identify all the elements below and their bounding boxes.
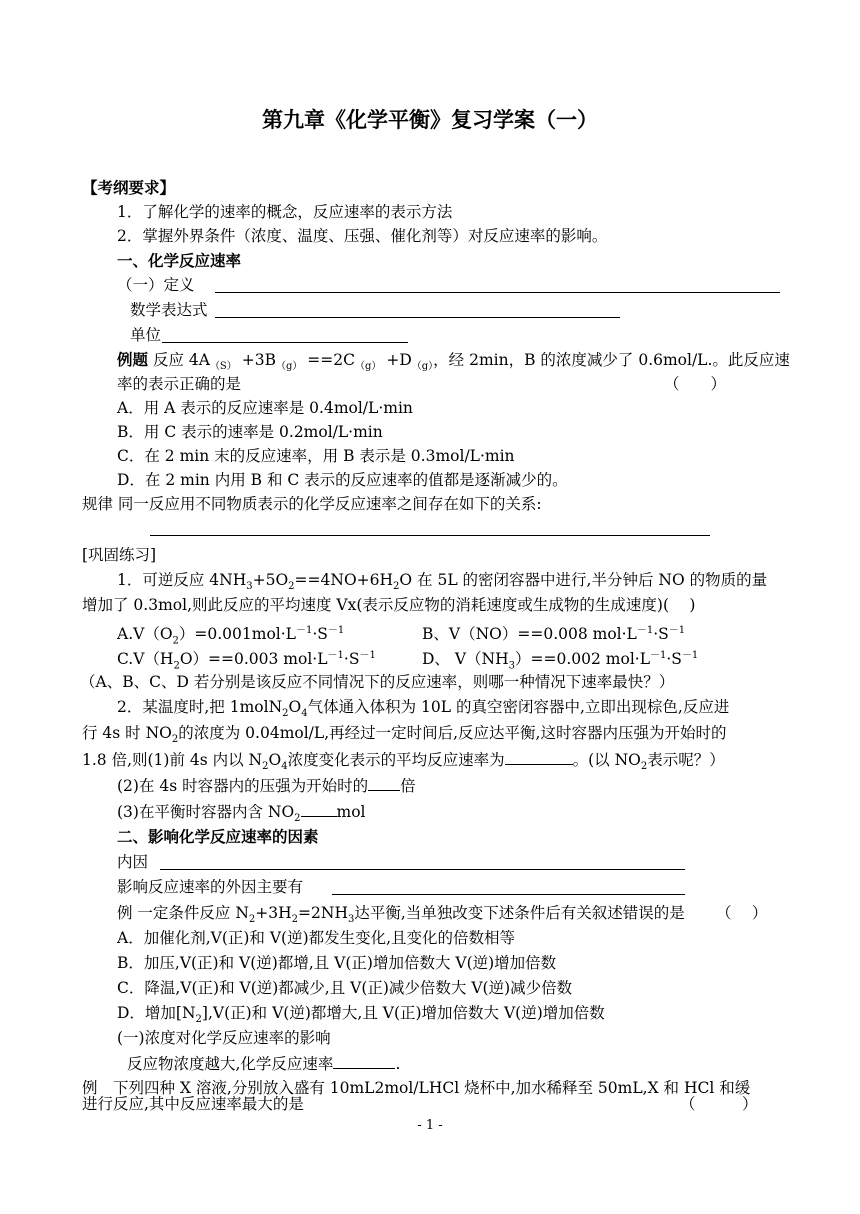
question-2-line-3: 1.8 倍,则(1)前 4s 内以 $N_2O_4$浓度变化表示的平均反应速率为 。(以 $NO_2$表示呢？） [82, 751, 725, 773]
example-3-line-1: 例 下列四种 X 溶液,分别放入盛有 10mL2mol/LHCl 烧杯中,加水稀释至 50mL,X 和 HCl 和缓 [82, 1079, 751, 1097]
page-number: - 1 - [417, 1118, 443, 1133]
rule-blank [150, 535, 710, 536]
subsection-concentration: (一)浓度对化学反应速率的影响 [117, 1029, 331, 1047]
factor-option-d: D．增加$[N_2],V$(正)和 V(逆)都增大,且 V(正)增加倍数大 V(逆)增加倍数 [117, 1004, 605, 1026]
practice-heading: [巩固练习] [82, 546, 157, 564]
inner-cause-label: 内因 [117, 853, 149, 871]
example-2-paren: （ ） [716, 904, 768, 922]
factor-option-a: A．加催化剂,V(正)和 V(逆)都发生变化,且变化的倍数相等 [117, 929, 516, 947]
example-3-line-2: 进行反应,其中反应速率最大的是 [82, 1095, 304, 1113]
example-line-1: 例题 反应 $4A_{(S)} +3B_{(g)} ==2C_{(g)} +D_{(g)}$，经 2min，B 的浓度减少了 0.6mol/L.。此反应速 [117, 351, 790, 373]
unit-label: 单位 [130, 326, 162, 344]
option-a: A．用 A 表示的反应速率是 0.4mol/L·min [117, 399, 413, 417]
question-1-note: （A、B、C、D 若分别是该反应不同情况下的反应速率，则哪一种情况下速率最快？） [80, 673, 675, 691]
section-2-heading: 二、影响化学反应速率的因素 [117, 828, 319, 846]
question-1-option-c: $C.V(H_2O)==0.003$ $mol\cdot L^{-1}\cdot S^{-1}$ [117, 650, 376, 672]
question-2-line-1: 2．某温度时,把 $1molN_2O_4$气体通入体积为 10L 的真空密闭容器中,立即出现棕色,反应进 [117, 698, 730, 720]
question-2-line-2: 行 4s 时 $NO_2$的浓度为 0.04mol/L,再经过一定时间后,反应达平衡,这时容器内压强为开始时的 [82, 724, 727, 746]
example-line-2: 率的表示正确的是 [117, 375, 242, 393]
question-1-line-1: 1．可逆反应 $4NH_3+5O_2==4NO+6H_2O$ 在 5L 的密闭容器中进行,半分钟后 NO 的物质的量 [117, 571, 768, 593]
rate-blank [505, 749, 573, 765]
inner-cause-blank [160, 869, 685, 870]
expression-blank [215, 317, 620, 318]
exam-requirements-heading: 【考纲要求】 [82, 179, 176, 197]
definition-label: （一）定义 [117, 276, 195, 294]
question-1-option-d: D、 $V(NH_3)==0.002$ $mol\cdot L^{-1}\cdot S^{-1}$ [422, 650, 699, 672]
question-1-option-b: B、V（NO）==0.008 $mol\cdot L^{-1}\cdot S^{-1}$ [422, 625, 686, 644]
pressure-blank [368, 775, 400, 791]
outer-cause-label: 影响反应速率的外因主要有 [117, 878, 304, 896]
concentration-statement: 反应物浓度越大,化学反应速率 . [127, 1055, 401, 1073]
example-label: 例题 [117, 351, 149, 369]
option-c: C．在 2 min 末的反应速率，用 B 表示是 0.3mol/L·min [117, 447, 515, 465]
definition-blank [215, 292, 780, 293]
answer-paren: （ ） [664, 375, 727, 393]
factor-option-b: B．加压,V(正)和 V(逆)都增,且 V(正)增加倍数大 V(逆)增加倍数 [117, 954, 557, 972]
example-2-line: 例 一定条件反应 $N_2+3H_2=2NH_3$达平衡,当单独改变下述条件后有关叙述错误的是 [117, 904, 685, 926]
expression-label: 数学表达式 [130, 301, 208, 319]
requirement-2: 2．掌握外界条件（浓度、温度、压强、催化剂等）对反应速率的影响。 [117, 227, 608, 245]
requirement-1: 1．了解化学的速率的概念，反应速率的表示方法 [117, 203, 453, 221]
rule-text: 规律 同一反应用不同物质表示的化学反应速率之间存在如下的关系: [82, 495, 542, 513]
section-1-heading: 一、化学反应速率 [117, 252, 242, 270]
question-2-part-2: (2)在 4s 时容器内的压强为开始时的 倍 [117, 777, 416, 795]
option-b: B．用 C 表示的速率是 0.2mol/L·min [117, 423, 383, 441]
question-1-line-2: 增加了 0.3mol,则此反应的平均速度 Vx(表示反应物的消耗速度或生成物的生成速度)( ) [82, 596, 696, 614]
factor-option-c: C．降温,V(正)和 V(逆)都减少,且 V(正)减少倍数大 V(逆)减少倍数 [117, 979, 573, 997]
unit-blank [162, 342, 408, 343]
outer-cause-blank [332, 894, 685, 895]
example-3-paren: （ ） [680, 1095, 758, 1113]
question-2-part-3: (3)在平衡时容器内含 $NO_2$ mol [117, 803, 366, 825]
concentration-blank [333, 1053, 395, 1069]
no2-blank [301, 801, 337, 817]
page-title: 第九章《化学平衡》复习学案（一） [262, 108, 598, 132]
option-d: D．在 2 min 内用 B 和 C 表示的反应速率的值都是逐渐减少的。 [117, 471, 568, 489]
question-1-option-a: $A.V(O_2)=0.001mol\cdot L^{-1}\cdot S^{-1}$ [117, 625, 345, 647]
